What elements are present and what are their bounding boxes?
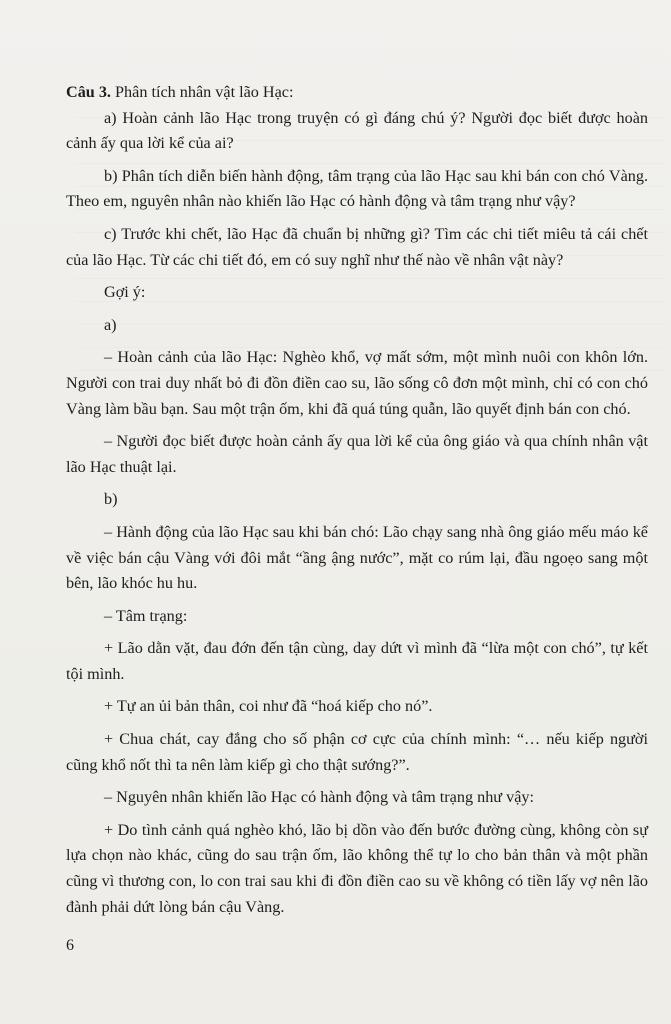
question-part-a: a) Hoàn cảnh lão Hạc trong truyện có gì đáng chú ý? Người đọc biết được hoàn cảnh ấy qua lời kể của ai? bbox=[66, 108, 648, 153]
hint-b-reason-item: + Do tình cảnh quá nghèo khó, lão bị dồn vào đến bước đường cùng, không còn sự lựa chọn nào khác, cũng do sau trận ốm, lão không thể tự lo cho bản thân và một phần cũng vì thương con, lo con trai sau khi đi đồn điền cao su về không có tiền lấy vợ nên lão đành phải dứt lòng bán cậu Vàng. bbox=[66, 820, 648, 916]
hint-b-reason-label: – Nguyên nhân khiến lão Hạc có hành động và tâm trạng như vậy: bbox=[104, 788, 534, 807]
hint-label: Gợi ý: bbox=[104, 283, 146, 302]
hint-b-mood-item: + Lão dằn vặt, đau đớn đến tận cùng, day dứt vì mình đã “lừa một con chó”, tự kết tội mình. bbox=[66, 639, 648, 683]
page-number: 6 bbox=[66, 937, 74, 954]
question-heading bbox=[66, 80, 648, 106]
question-part-b: b) Phân tích diễn biến hành động, tâm trạng của lão Hạc sau khi bán con chó Vàng. Theo em, nguyên nhân nào khiến lão Hạc có hành động và tâm trạng như vậy? bbox=[66, 166, 648, 211]
page-content bbox=[66, 80, 648, 920]
hint-section-b-label: b) bbox=[104, 490, 118, 509]
hint-b-action: – Hành động của lão Hạc sau khi bán chó: Lão chạy sang nhà ông giáo mếu máo kể về việc bán cậu Vàng với đôi mắt “ầng ậng nước”, mặt co rúm lại, đầu ngoẹo sang một bên, lão khóc hu hu. bbox=[66, 522, 648, 593]
hint-b-mood-label: – Tâm trạng: bbox=[104, 606, 188, 625]
hint-a-item: – Người đọc biết được hoàn cảnh ấy qua lời kể của ông giáo và qua chính nhân vật lão Hạc thuật lại. bbox=[66, 432, 648, 476]
hint-section-a-label: a) bbox=[104, 315, 117, 334]
question-label: Câu 3. bbox=[66, 83, 111, 101]
question-part-c: c) Trước khi chết, lão Hạc đã chuẩn bị những gì? Tìm các chi tiết miêu tả cái chết của lão Hạc. Từ các chi tiết đó, em có suy nghĩ như thế nào về nhân vật này? bbox=[66, 224, 648, 269]
question-title: Phân tích nhân vật lão Hạc: bbox=[110, 83, 294, 101]
hint-b-mood-item: + Tự an ủi bản thân, coi như đã “hoá kiếp cho nó”. bbox=[104, 697, 433, 716]
hint-b-mood-item: + Chua chát, cay đắng cho số phận cơ cực của chính mình: “… nếu kiếp người cũng khổ nốt thì ta nên làm kiếp gì cho thật sướng?”. bbox=[66, 730, 648, 774]
hint-a-item: – Hoàn cảnh của lão Hạc: Nghèo khổ, vợ mất sớm, một mình nuôi con khôn lớn. Người con trai duy nhất bỏ đi đồn điền cao su, lão sống cô đơn một mình, chỉ có con chó Vàng làm bầu bạn. Sau một trận ốm, khi đã quá túng quẫn, lão quyết định bán con chó. bbox=[66, 348, 648, 418]
